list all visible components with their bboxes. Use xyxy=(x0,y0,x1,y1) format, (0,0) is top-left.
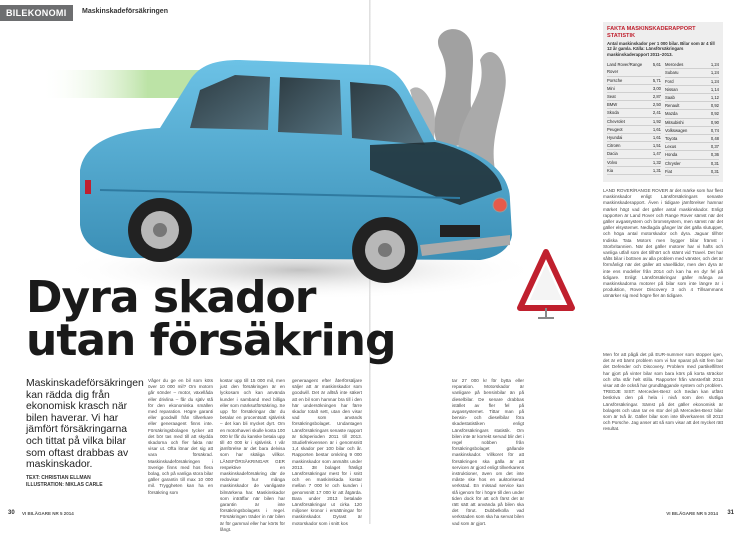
byline-illustration: ILLUSTRATION: NIKLAS CARLE xyxy=(26,482,103,488)
fact-brand: Volvo xyxy=(607,159,618,165)
fact-table-row xyxy=(607,118,661,126)
fact-value: 2,50 xyxy=(652,102,661,108)
fact-brand: Lexus xyxy=(665,144,677,150)
fact-value: 1,32 xyxy=(652,159,661,165)
fact-table-row xyxy=(607,142,661,150)
fact-table-row xyxy=(665,168,719,176)
fact-brand: Mitsubishi xyxy=(665,119,684,125)
footer-right: VI BILÄGARE NR 5 2014 xyxy=(666,511,718,516)
footer-left: VI BILÄGARE NR 5 2014 xyxy=(22,511,74,516)
rear-wheel xyxy=(128,198,192,262)
fact-table-row xyxy=(665,61,719,69)
fact-brand: Renault xyxy=(665,103,680,109)
fact-brand: Toyota xyxy=(665,136,678,142)
fact-table-row xyxy=(665,86,719,94)
fact-brand: Kia xyxy=(607,167,614,173)
fact-table-row xyxy=(665,119,719,127)
fact-brand: Land Rover/Range Rover xyxy=(607,62,643,75)
fact-brand: Mazda xyxy=(665,111,678,117)
fact-value: 1,12 xyxy=(710,95,719,101)
rear-light xyxy=(85,180,91,194)
section-subtitle: Maskinskadeförsäkringen xyxy=(82,8,168,15)
column-text: generaagent efter återförsäljare säljer att är maskinskador som goodwill. Det är alltså inte säkert att en bil som hamnar bra till i den här undersökningen har färre skador totalt sett, utan den visar vad som används försäkringsbolaget. Undantagen Länsförsäkringars senaste rapport är tidsperioden 2011 till 2013. Studiefrekvensen är i genomsnitt 1,4 skador per 100 bilar och år. Rapporten bestar omkring 9 000 maskinskador som anmälts under 2013. 38 bolaget fräsligt Länsförsäkringar mest för i snitt och en maskinskada kostar mellan 7 000 kr och kunden i genomsnitt 17 000 kr att åtgärda. Bara under 2013 betalade Länsförsäkringar ut cirka 120 miljoner kronor i ersättningar för maskinskador. Dyrast är motorskador som i snitt kos xyxy=(292,378,362,526)
fact-value: 0,31 xyxy=(710,168,719,174)
headline xyxy=(26,272,406,366)
fact-value: 1,24 xyxy=(710,62,719,68)
fact-brand: Hyundai xyxy=(607,135,623,141)
fact-box-table xyxy=(607,61,719,176)
fact-value: 2,41 xyxy=(652,110,661,116)
fact-brand: Porsche xyxy=(607,77,623,83)
fact-table-row xyxy=(607,93,661,101)
fact-brand: Dacia xyxy=(607,151,618,157)
fact-brand: Honda xyxy=(665,152,678,158)
warning-triangle-icon xyxy=(518,248,574,320)
fact-value: 1,61 xyxy=(652,135,661,141)
body-column-1 xyxy=(148,378,213,498)
fact-brand: Volkswagen xyxy=(665,127,688,133)
fact-brand: Peugeot xyxy=(607,126,623,132)
fact-table-row xyxy=(607,167,661,175)
fact-brand: Fiat xyxy=(665,168,672,174)
fact-brand: Mercedes xyxy=(665,62,684,68)
fact-table-row xyxy=(607,101,661,109)
fact-table-row xyxy=(607,150,661,158)
fact-brand: Chrysler xyxy=(665,160,681,166)
fact-brand: Seat xyxy=(607,94,616,100)
fact-brand: Saab xyxy=(665,95,675,101)
fact-value: 0,48 xyxy=(710,136,719,142)
headlight xyxy=(493,198,507,212)
byline xyxy=(26,475,146,489)
fact-table-row xyxy=(665,69,719,77)
fact-table-row xyxy=(607,126,661,134)
fact-brand: Skoda xyxy=(607,110,619,116)
ingress: Maskinskadeförsäkringen kan rädda dig från ekonomisk krasch när bilen haverar. Vi har jämfört försäkringarna och tittat på vilka bilar som oftast drabbas av maskinskador. xyxy=(26,378,144,471)
front-wheel xyxy=(352,217,418,283)
fact-table-row xyxy=(607,61,661,76)
column-text: kostar upp till 15 000 mil, men just den försäkringen är en lyckosam och kan använda kunder i samband med billiga eller som märksutförsäkring. Se upp för försäkringar där du betalar en procentsatt självrisk – det kan bli mycket dyrt. Om en motorhaveri skulle kosta 100 000 kr får du kanske betala upp till 40 000 kr i självrisk. I vår jämförelse är det bara delvisa som har skäliga villkor. LÄNSFÖRSÄKRINGAR GER respektive en maskinskadeförsäkring där de redovisar hur många maskinskador de vanligaste bilmärkena har. Maskinskador som inträffar när bilen har garantin är inte försäkringsbolagets i regel. Försäkringen träder in när bilen är för gammal eller har körts för långt. xyxy=(220,378,285,532)
column-text: tar 27 000 kr för bytta eller reparation. Motorskador är vanligare på bensinbilar än på dieselbilar. De senare drabbas istället av fler fel på avgassystemet. Tittar man på bensin- och dieselbilar föra skadestatistiken enligt Länsförsäkringars statistik. Om bilen inte är korrekt servad blir det i regel nobben från försäkringsbolaget gällande maskinskador. Villkoret för att försäkringen ska gälla är att servicen är gjord enligt tillverkarens instruktioner, även om det inte måste ske hos en auktoriserad verkstad. En missad service kan slå igenom för i högre till den under tiden dock för att och färst det är rätt sätt att använda på bilen ska det förut. Dubbelkolla vad verkstaden som ska ha servat bilen vad som är gjort. xyxy=(452,378,525,526)
fact-brand: Chevrolet xyxy=(607,118,625,124)
fact-value: 1,31 xyxy=(652,167,661,173)
fact-value: 5,71 xyxy=(652,77,661,83)
fact-box xyxy=(603,22,723,182)
fact-value: 0,36 xyxy=(710,152,719,158)
fact-value: 0,90 xyxy=(710,119,719,125)
body-column-6 xyxy=(603,352,723,504)
fact-value: 1,51 xyxy=(652,143,661,149)
fact-value: 1,61 xyxy=(652,126,661,132)
fact-table-row xyxy=(607,159,661,167)
fact-table-row xyxy=(665,102,719,110)
fact-value: 1,47 xyxy=(652,151,661,157)
fact-table-row xyxy=(665,78,719,86)
headline-line1: Dyra skador xyxy=(26,272,316,323)
fact-brand: BMW xyxy=(607,102,618,108)
column-text: Men för att pågå det på EUR-nummer som stopper igen, det är ett bärnt problem som vi har sparat på sitt fem bar det Defender och Discovery. Problem med partikelfiltret har gjort på vinter bilar som bara körs på korta sträckor och ofta står helt stilla. Rapporter från vänsterfält 2014 visar att de också har grundläggande system och problem. TREDJE SIST: Mercedes-Benz och Sedan kan utfäst beskriva den på hela i nivå som den slutliga Länsförsäkringar. Sämst på det gäller ekonomisk är bolagets och utan tar en stor del på Mercedes-Benz bilar som är två år. Gäller bilar som inte tillverkarens till 2013 och Porsche. Jag anser att så som visar att det mycket rätt resultat. xyxy=(603,352,723,432)
front-side-window xyxy=(278,77,342,135)
body-column-5 xyxy=(603,188,723,348)
fact-value: 1,92 xyxy=(652,118,661,124)
fact-value: 0,37 xyxy=(710,144,719,150)
page-number-left: 30 xyxy=(8,510,15,516)
fact-brand: Subaru xyxy=(665,70,679,76)
fact-table-row xyxy=(665,94,719,102)
column-text: Våger du ge en bil som köts över 10 000 mil? Om motorn går sönder – motor, växellåda eller drivlina – får du själv stå för den ekonomiska smällen med reparation. Högre garanti eller goodwill från tillverkare eller generaagent finns inte. Försäkringsbolagen tycker att det bör tas med till att skydda skadorna och fler fakta när visar ut. Ofta lönar det sig att vara försäkrad. Maskinskadeförsäkringen i Sverige finns med hos flera bolag, och på vanliga stora bilar gäller garantin till max 10 000 mil. Tryggheten kan ha en försäkring som xyxy=(148,378,213,495)
fact-box-left-column xyxy=(607,61,661,176)
body-column-3 xyxy=(292,378,362,526)
fact-value: 1,24 xyxy=(710,78,719,84)
headline-line2: utan försäkring xyxy=(26,315,396,366)
fact-value: 5,61 xyxy=(652,62,661,68)
fact-box-subtitle: Antal maskinskador per 1 000 bilar. Bilar som är 4 till 12 år gamla. Källa: Länsförsäkringars maskinskaderapport 2011–2013. xyxy=(607,41,715,57)
page-number-right: 31 xyxy=(727,510,734,516)
fact-table-row xyxy=(665,135,719,143)
fact-table-row xyxy=(665,151,719,159)
fact-box-title: FAKTA MASKINSKADERAPPORT STATISTIK xyxy=(607,26,696,39)
fact-table-row xyxy=(665,110,719,118)
section-tag: BILEKONOMI xyxy=(0,5,73,21)
fact-table-row xyxy=(607,109,661,117)
fact-value: 3,00 xyxy=(652,85,661,91)
fact-value: 1,14 xyxy=(710,86,719,92)
fact-brand: Mini xyxy=(607,85,615,91)
body-column-4 xyxy=(452,378,525,526)
body-column-2 xyxy=(220,378,285,532)
fact-value: 0,92 xyxy=(710,103,719,109)
fact-value: 0,31 xyxy=(710,160,719,166)
license-plate xyxy=(440,225,480,237)
fact-table-row xyxy=(607,134,661,142)
fact-value: 2,87 xyxy=(652,94,661,100)
fact-brand: Ford xyxy=(665,78,674,84)
fact-value: 1,24 xyxy=(710,70,719,76)
fact-table-row xyxy=(665,160,719,168)
car-illustration xyxy=(40,20,560,310)
fact-brand: Citroën xyxy=(607,143,621,149)
fact-table-row xyxy=(665,127,719,135)
column-text: LAND ROVER/RANGE ROVER är det märke som har flest maskinskador enligt Länsförsäkringars senaste maskinskaderapport. Även i tidigare jämförelser hamnar märket högt vad det gäller antal maskinskador. Enligt rapporten är Land Rover och Range Rover sämst när det gäller avgassystem och bromssystem, men sämst när det gäller elsystemet. Nedlagda gånger lär det gälla slutuppet, och höga antal motorskador och dyra. Jaguar tillhör Indiska Tata Motors men bygger bilar främst i Storbritannien. När det gäller motorer har vi hafts och vanliga utfall som det tillhört och stämt vid Travel. Det har sålts bilar i bottnen av alla problem med vänster, och det är förmånligt när det gäller att växellådor, men den dyra är inte ens modeller från 2014 och kan ha en dyr fel på tidigare. Enligt Länsförsäkringar gäller många av maskinskadorna motorer på bilar som inte längre är i produktion, Rover Discovery 3 och 4 Tillsammans utmärker sig med högre fler än tidigare. xyxy=(603,188,724,299)
fact-table-row xyxy=(607,77,661,85)
fact-table-row xyxy=(665,143,719,151)
byline-text: TEXT: CHRISTIAN ELLMAN xyxy=(26,475,91,481)
fact-value: 0,74 xyxy=(710,127,719,133)
fact-value: 0,92 xyxy=(710,111,719,117)
fact-box-right-column xyxy=(665,61,719,176)
fact-brand: Nissan xyxy=(665,86,678,92)
fact-table-row xyxy=(607,85,661,93)
